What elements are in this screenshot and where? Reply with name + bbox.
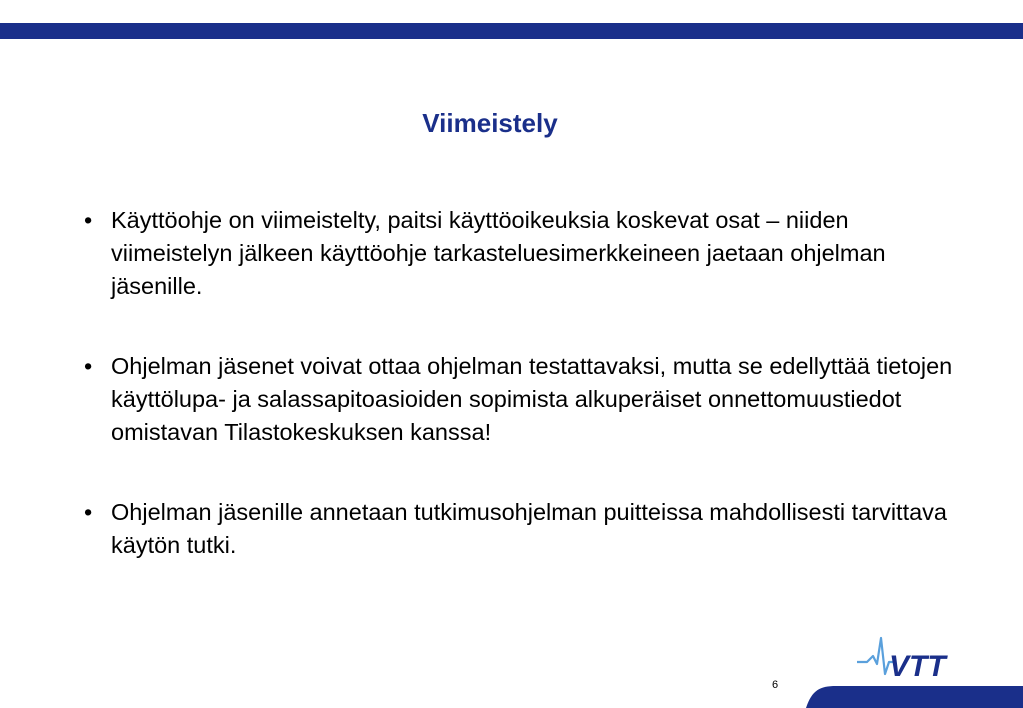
bullet-marker: • [84,499,93,525]
vtt-logo-text: VTT [889,650,946,682]
bottom-corner-band [806,686,1023,708]
bullet-text: Käyttöohje on viimeistelty, paitsi käyttöoikeuksia koskevat osat – niiden viimeistelyn jälkeen käyttöohje tarkasteluesimerkkeineen jaetaan ohjelman jäsenille. [111,207,886,299]
top-banner-bar [0,23,1023,39]
page-number: 6 [772,679,779,691]
bullet-marker: • [84,207,93,233]
vtt-logo-icon [855,634,980,682]
bullet-item [84,496,964,562]
bullet-text: Ohjelman jäsenille annetaan tutkimusohjelman puitteissa mahdollisesti tarvittava käytön tutki. [111,499,947,558]
bullet-list [84,204,964,562]
slide-title: Viimeistely [422,108,558,138]
bullet-item [84,350,964,449]
bullet-marker: • [84,353,93,379]
bullet-item [84,204,964,303]
bullet-text: Ohjelman jäsenet voivat ottaa ohjelman testattavaksi, mutta se edellyttää tietojen käyttölupa- ja salassapitoasioiden sopimista alkuperäiset onnettomuustiedot omistavan Tilastokeskuksen kanssa! [111,353,953,445]
